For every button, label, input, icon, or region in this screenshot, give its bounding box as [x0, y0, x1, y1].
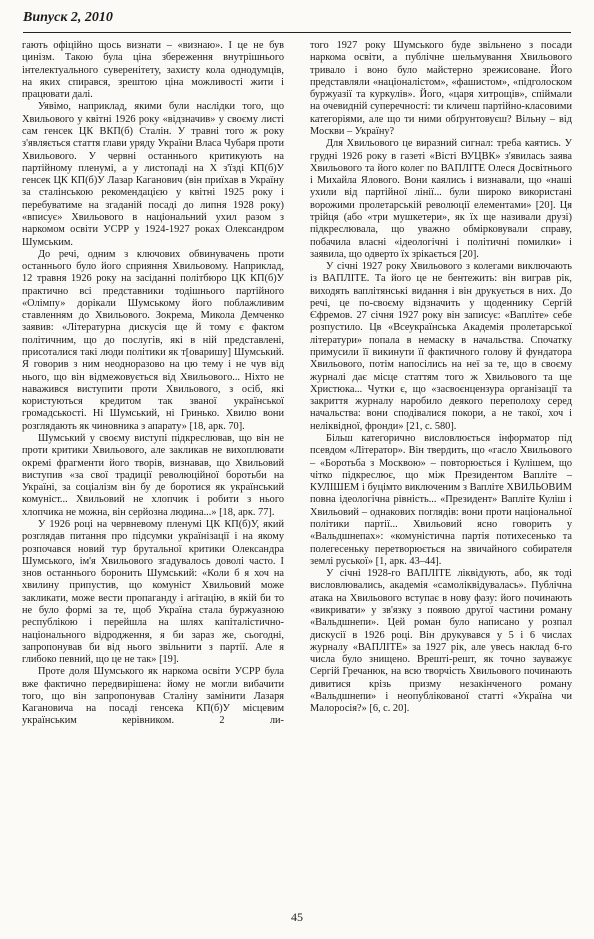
- paragraph: гають офіційно щось визнати – «визнаю». І це не був цинізм. Такою була ціна збереження внутрішнього інтелектуального суверенітету, захисту кола однодумців, на яких спирався, зрештою ціна можливості жити і працювати далі.: [22, 40, 284, 101]
- left-column: [22, 40, 284, 728]
- paragraph: Шумський у своєму виступі підкреслював, що він не проти критики Хвильового, але закликав не вихоплювати окремі фрагменти його творів, визнавав, що Хвильовий виступив «за свої традиції революційної боротьби на Україні, за соціалізм він бу де боротися як український комуніст... Хвильовий не хлопчик і робити з нього хлопчика не можна, він серйозна людина...» [18, арк. 77].: [22, 433, 284, 518]
- paragraph: Для Хвильового це виразний сигнал: треба каятись. У грудні 1926 року в газеті «Вісті ВУЦВК» з'явилась заява Хвильового та його колег по ВАПЛІТЕ Олеся Досвітнього і Михайла Ялового. Вони каялись і визнавали, що «наші ухили від партійної лінії... були широко використані ворожими пролетарській революції елементами» [20]. Ця трійця (або «три мушкетери», як їх ще називали друзі) підкреслювала, що уважно обмірковували справу, побачила власні «ідеологічні і політичні помилки» і заявила, що одверто їх зрікається [20].: [310, 138, 572, 260]
- paragraph: Більш категорично висловлюється інформатор під псевдом «Літератор». Він твердить, що «гасло Хвильового – «Боротьба з Москвою» – повторюється і Кулішем, що чітко підкреслює, що між Президентом Вапліте – КУЛІШЕМ і буцімто виключеним з Вапліте ХВИЛЬОВИМ повна ідеологічна рівність... «Президент» Вапліте Куліш і Хвильовий – однакових поглядів: вони проти національної політики партії... Хвильовий ясно говорить у «Вальдшнепах»: «комуністична партія потихесенько та полегесеньку перетворюється на звичайного собирателя землі руської» [1, арк. 43–44].: [310, 433, 572, 567]
- issue-label: Випуск 2, 2010: [23, 10, 113, 25]
- running-header: [23, 8, 571, 33]
- paragraph: У січні 1928-го ВАПЛІТЕ ліквідують, або, як тоді висловлювались, академія «самоліквідувалась». Публічна атака на Хвильового вступає в нову фазу: його починають «викривати» у зв'язку з появою другої частини роману «Вальдшнепи». Цей роман було написано у розпал дискусії в 1926 році. Він друкувався у 5 і 6 числах журналу «ВАПЛІТЕ» за 1927 рік, але увесь наклад 6-го числа було знищено. Врешті-решт, як точно зауважує Сергій Гречанюк, на всю творчість Хвильового починають дивитися крізь призму незакінченого роману «Вальдшнепи» і неопублікованої статті «Україна чи Малоросія?» [6, с. 20].: [310, 568, 572, 715]
- paragraph: У 1926 році на червневому пленумі ЦК КП(б)У, який розглядав питання про підсумки українізації і на якому розпочався новий тур брутальної критики Олександра Шумського, ім'я Хвильового згадувалось доволі часто. І знов останнього боронить Шумський: «Коли б я хоч на хвилину припустив, що комуніст Хвильовий може закликати, може вести пропаганду і агітацію, в якій би то не було формі за те, щоб Україна стала буржуазною республікою і перейшла на шлях капіталістично-національного відродження, я би зараз же, сьогодні, запропонував би від нього звільнити з партії. Але я глибоко певний, що це не так» [19].: [22, 518, 284, 666]
- paragraph: До речі, одним з ключових обвинувачень проти останнього було його сприяння Хвильовому. Наприклад, 12 травня 1926 року на засіданні політбюро ЦК КП(б)У практично всі представники тодішнього партійного «Олімпу» дорікали Шумському його поблажливим ставленням до Хвильового. Зокрема, Микола Демченко заявив: «Літературна дискусія ще й тому є фактом політичним, що до послугів, які в ній представлені, присоталися такі люди політики як т[оваришу] Шумський. Я говорив з ним неодноразово на цю тему і не чув від нього, що він відмежовується від Хвильового... Ніхто не наважився виступити проти Хвильового, з осіб, які користуються кредитом так званої української громадськості. Ні Шумський, ні Гринько. Хвилю вони розглядають як чиновника з апарату» [18, арк. 70].: [22, 248, 284, 432]
- paragraph: Проте доля Шумського як наркома освіти УСРР була вже фактично передвирішена: йому не могли вибачити того, що він запропонував Сталіну замінити Лазаря Кагановича на посаді генсека КП(б)У місцевим українським керівником. 2 ли-: [22, 666, 284, 727]
- right-column: [310, 40, 572, 715]
- paragraph: Уявімо, наприклад, якими були наслідки того, що Хвильового у квітні 1926 року «відзначив» у своєму листі сам генсек ЦК ВКП(б) Сталін. У травні того ж року з'являється стаття глави уряду України Власа Чубаря проти Хвильового. У червні останнього критикують на партійному пленумі, а у листопаді на Х з'їзді КП(б)У генсек ЦК КП(б)У Лазар Каганович (він приїхав в Україну за сталінською рекомендацією у квітні 1925 року і перебуватиме на згаданій посаді до липня 1928 року) «вписує» Хвильового в національний ухил разом з наркомом освіти УСРР у 1924-1927 роках Олександром Шумським.: [22, 101, 284, 248]
- paragraph: У січні 1927 року Хвильового з колегами виключають із ВАПЛІТЕ. Та його це не бентежить: він виграв рік, виходять ваплітянські видання і він друкується в них. До речі, це по-своєму відзначить у щоденнику Сергій Єфремов. 27 січня 1927 року він записує: «Вапліте» себе розпустило. Цв «Всеукраїнська Академія пролетарської літератури» попала в немаску в начальства. Спочатку примусили її викинути її фактичного голову й фундатора Хвильового, потім напосілись на неї за те, що в своєму журналі дає місце статтям того ж Хвильового та ще Христюка... Чутки є, що «засвоєнцензура організації та закриття журналу наробило деякого переполоху серед начальства: вони сподівалися покори, а не такої, хоч і неліквідної, фронди» [21, с. 580].: [310, 261, 572, 432]
- paragraph: того 1927 року Шумського буде звільнено з посади наркома освіти, а публічне шельмування Хвильового тривало і воно було майстерно зрежисоване. Його представляли «націоналістом», «фашистом», «підголоском буржуазії та куркулів». Його, «царя хитрощів», спіймали на очевидній суперечності: ти кличеш партійно-класовими категоріями, але що ти ними обґрунтовуєш? Вільну – від Москви – Україну?: [310, 40, 572, 137]
- page-number: 45: [291, 910, 303, 924]
